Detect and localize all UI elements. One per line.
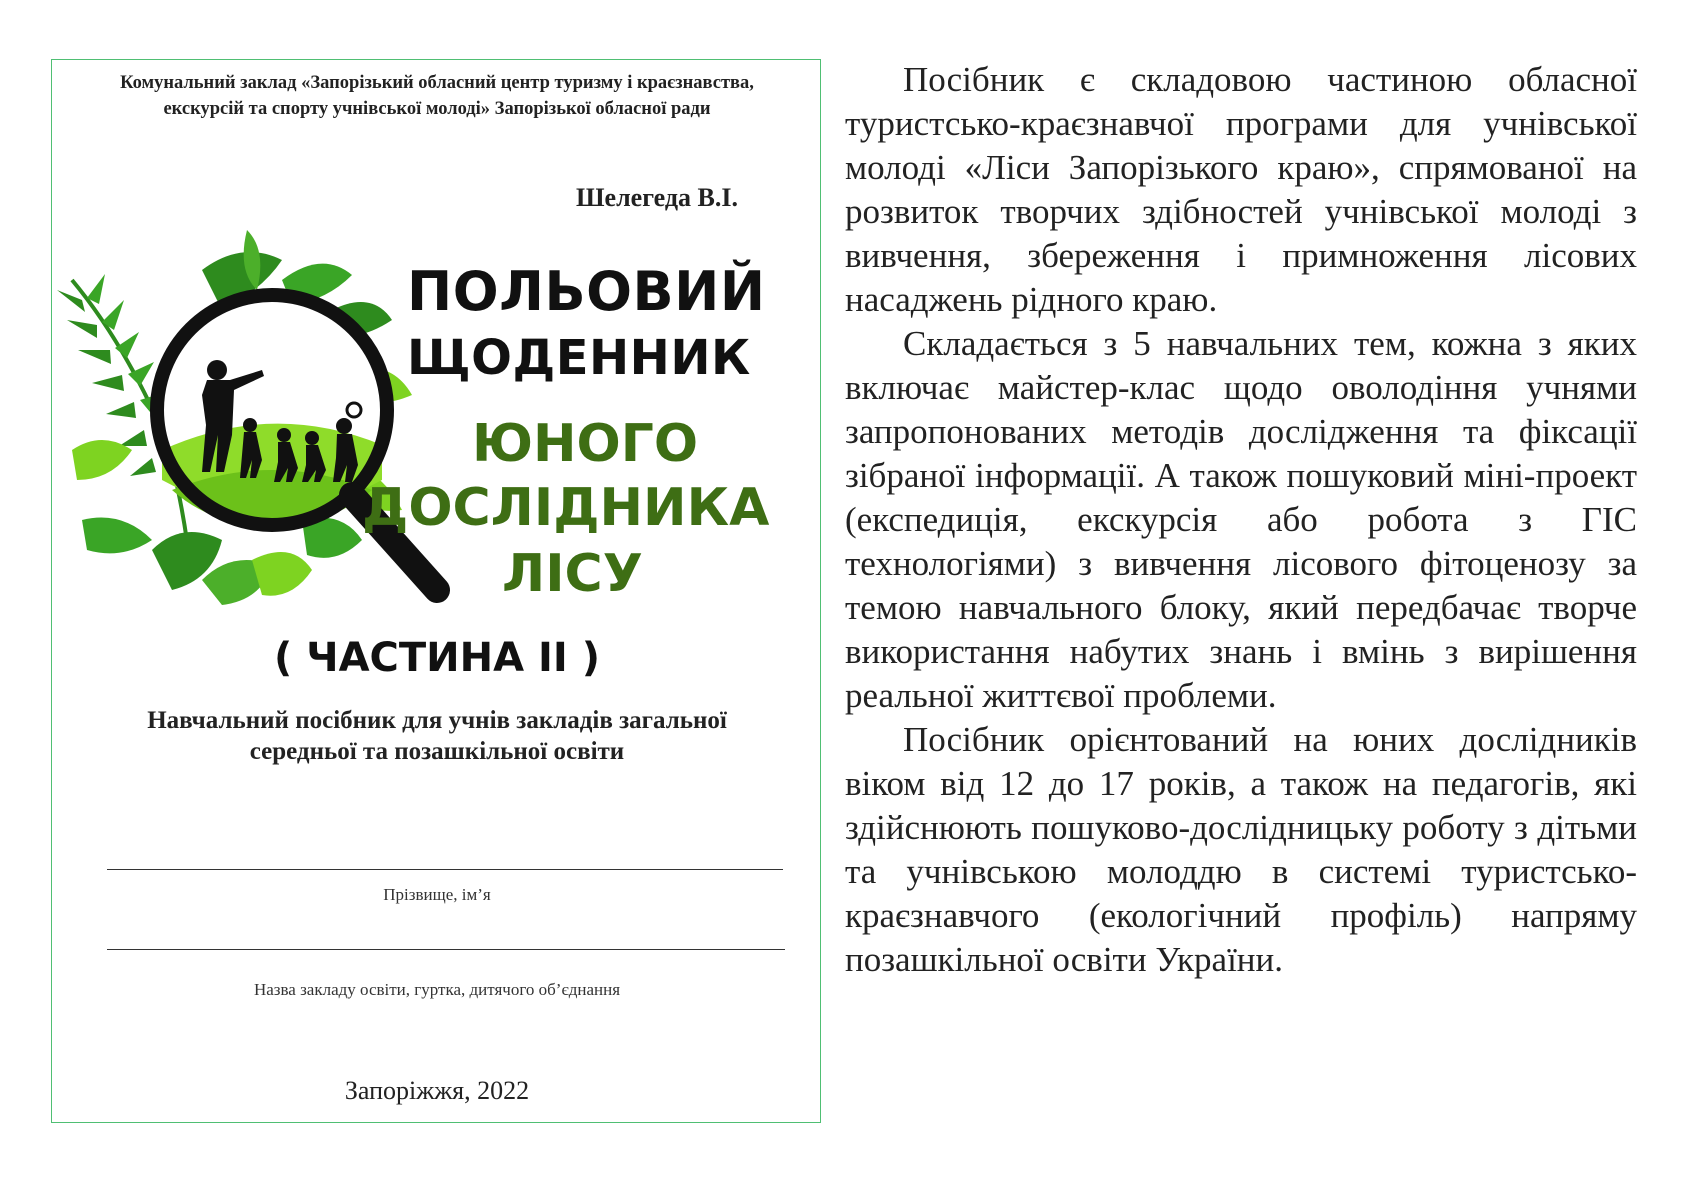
institution-blank-line xyxy=(107,949,785,950)
paragraph-1: Посібник є складовою частиною обласної туристсько-краєзнавчої програми для учнівської молоді «Ліси Запорізького краю», спрямованої на розвиток творчих здібностей учнівської молоді з вивчення, збереження і примноження лісових насаджень рідного краю. xyxy=(845,60,1637,319)
author-name: Шелегеда В.І. xyxy=(576,183,738,212)
cover-subtitle-line2: ДОСЛІДНИКА xyxy=(362,478,770,538)
book-cover xyxy=(51,59,821,1123)
cover-description: Навчальний посібник для учнів закладів загальної середньої та позашкільної освіти xyxy=(147,707,727,765)
paragraph-2: Складається з 5 навчальних тем, кожна з яких включає майстер-клас щодо оволодіння учнями запропонованих методів дослідження та фіксації зібраної інформації. А також пошуковий міні-проект (експедиція, екскурсія або робота з ГІС технологіями) з вивчення лісового фітоценозу за темою навчального блоку, який передбачає творче використання набутих знань і вмінь з вирішення реальної життєвої проблеми. xyxy=(845,324,1637,715)
name-blank-line xyxy=(107,869,783,870)
description-text xyxy=(845,58,1637,982)
cover-subtitle-line3: ЛІСУ xyxy=(502,544,643,604)
name-caption: Прізвище, ім’я xyxy=(383,885,491,904)
city-year: Запоріжжя, 2022 xyxy=(344,1076,530,1105)
cover-title-line2: ЩОДЕННИК xyxy=(407,330,751,386)
paragraph-3: Посібник орієнтований на юних дослідників віком від 12 до 17 років, а також на педагогів, які здійснюють пошуково-дослідницьку роботу з дітьми та учнівською молоддю в системі туристсько-краєзнавчого (екологічний профіль) напряму позашкільної освіти України. xyxy=(845,720,1637,979)
part-label: ( ЧАСТИНА II ) xyxy=(274,635,600,681)
institution-name: Комунальний заклад «Запорізький обласний центр туризму і краєзнавства, екскурсій та спорту учнівської молоді» Запорізької обласної ради xyxy=(120,73,754,119)
cover-title-line1: ПОЛЬОВИЙ xyxy=(407,260,766,323)
cover-subtitle-line1: ЮНОГО xyxy=(472,414,699,474)
institution-caption: Назва закладу освіти, гуртка, дитячого об’єднання xyxy=(253,980,621,999)
